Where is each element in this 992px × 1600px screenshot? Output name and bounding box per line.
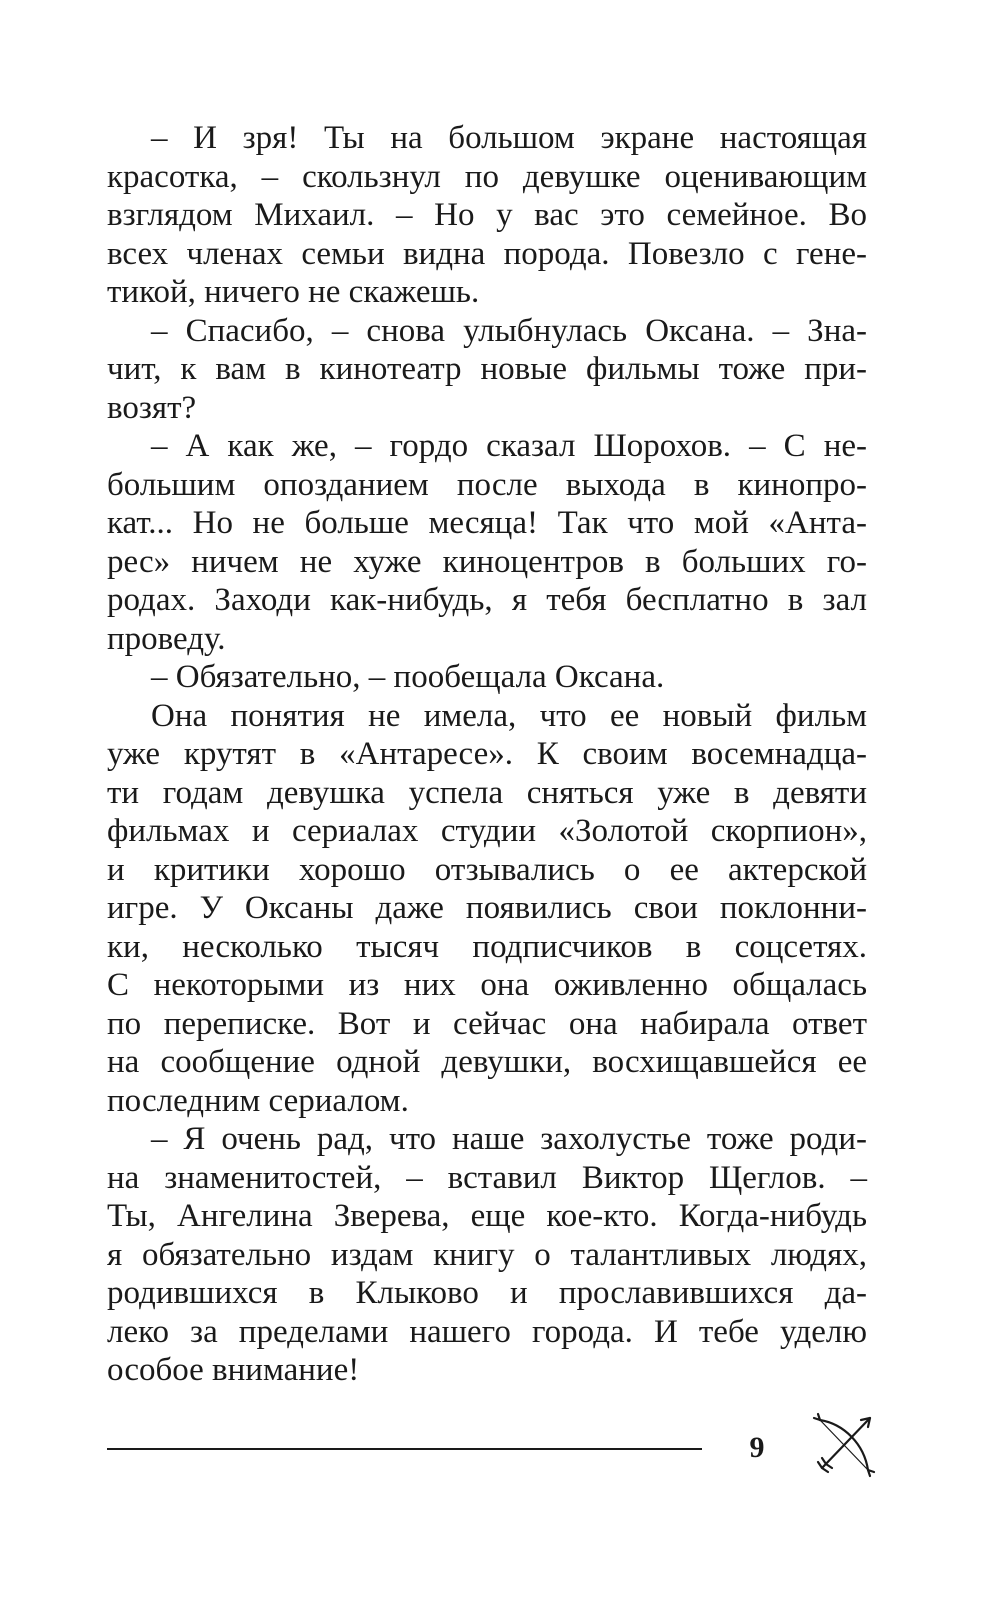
text-line: – А как же, – гордо сказал Шорохов. – С не- [151,428,867,464]
text-line: уже крутят в «Антаресе». К своим восемнадца- [107,736,867,772]
text-line: на сообщение одной девушки, восхищавшейся ее [107,1044,867,1080]
text-line: возят? [107,389,197,426]
text-line: родах. Заходи как-нибудь, я тебя бесплатно в зал [107,582,867,618]
text-line: – Я очень рад, что наше захолустье тоже роди- [151,1121,867,1157]
text-line: Ты, Ангелина Зверева, еще кое-кто. Когда-нибудь [107,1198,867,1234]
text-line: кат... Но не больше месяца! Так что мой «Анта- [107,505,867,541]
text-line: и критики хорошо отзывались о ее актерской [107,851,867,888]
text-line: родившихся в Клыково и прославившихся да- [107,1275,867,1311]
text-line: я обязательно издам книгу о талантливых людях, [107,1236,867,1273]
text-line: игре. У Оксаны даже появились свои поклонни- [107,890,867,926]
text-line: С некоторыми из них она оживленно общалась [107,967,867,1003]
text-line: леко за пределами нашего города. И тебе уделю [107,1313,867,1350]
text-line: чит, к вам в кинотеатр новые фильмы тоже при- [107,351,867,387]
text-line: тикой, ничего не скажешь. [107,274,480,310]
text-line: Она понятия не имела, что ее новый фильм [151,697,867,734]
text-line: ти годам девушка успела сняться уже в девяти [107,774,867,811]
page-number: 9 [749,1431,765,1464]
text-line: проведу. [107,620,226,657]
text-line: – Обязательно, – пообещала Оксана. [151,659,665,695]
body-text [107,119,867,1390]
text-line: красотка, – скользнул по девушке оценивающим [107,158,867,195]
text-line: всех членах семьи видна порода. Повезло с гене- [107,235,867,272]
text-line: ки, несколько тысяч подписчиков в соцсетях. [107,928,867,965]
text-line: по переписке. Вот и сейчас она набирала ответ [107,1005,867,1042]
text-line: фильмах и сериалах студии «Золотой скорпион», [107,813,867,849]
text-line: большим опозданием после выхода в кинопро- [107,466,867,503]
bow-and-arrow-icon [808,1410,876,1478]
text-line: рес» ничем не хуже киноцентров в больших го- [107,543,867,580]
footer-rule [107,1448,702,1450]
text-line: на знаменитостей, – вставил Виктор Щеглов. – [107,1159,867,1196]
text-line: – И зря! Ты на большом экране настоящая [151,120,867,156]
text-line: взглядом Михаил. – Но у вас это семейное. Во [107,197,867,233]
text-line: – Спасибо, – снова улыбнулась Оксана. – Зна- [151,312,867,349]
text-line: последним сериалом. [107,1082,409,1119]
text-line: особое внимание! [107,1352,360,1388]
